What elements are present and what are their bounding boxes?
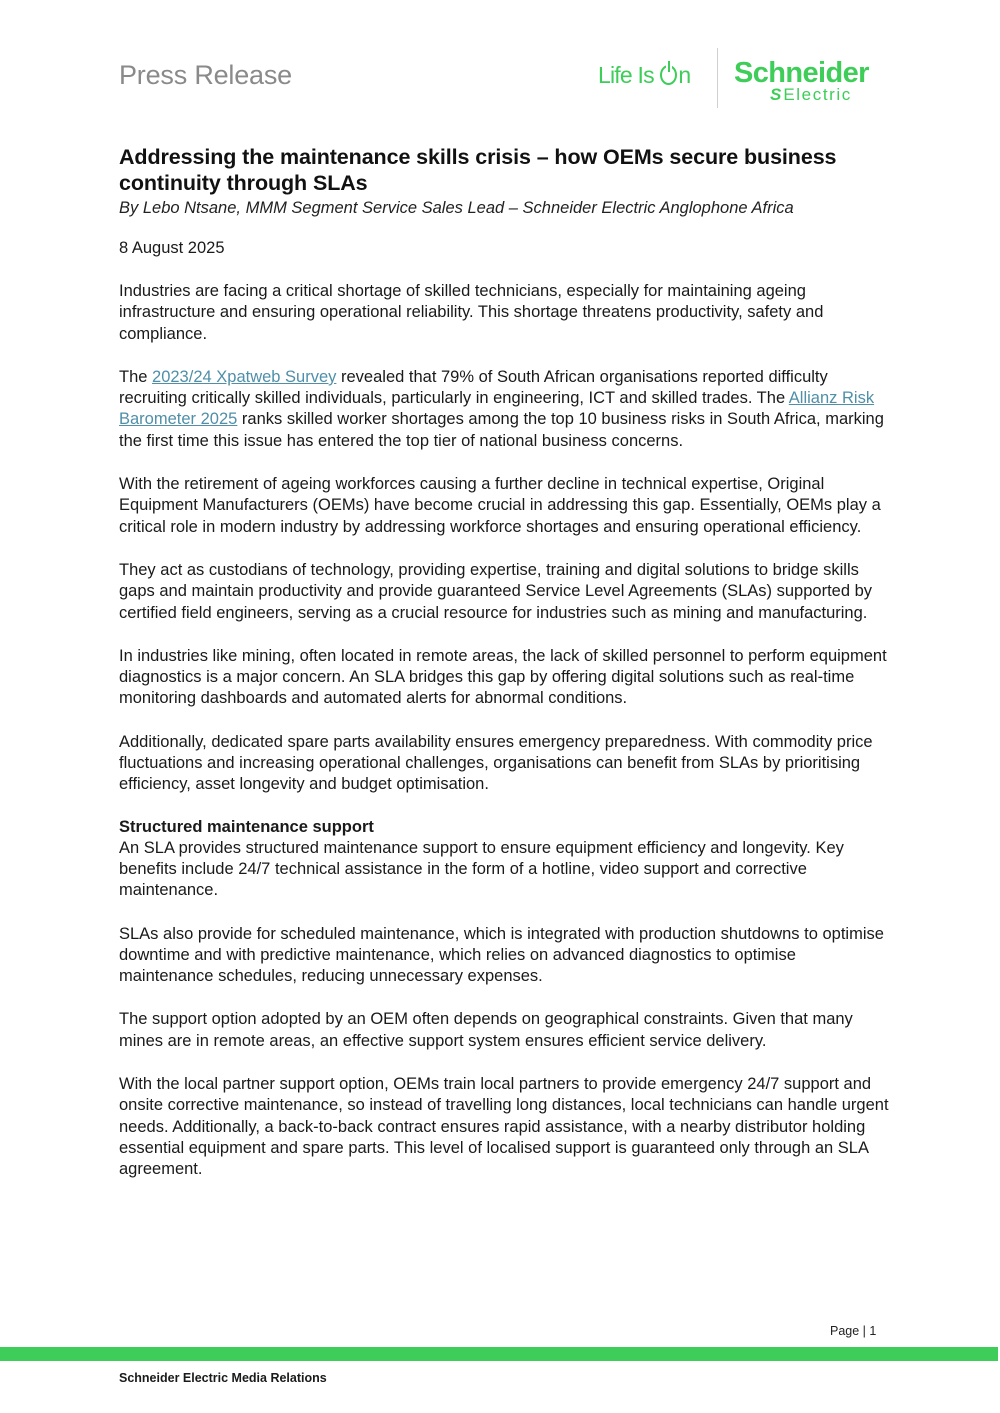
text: ranks skilled worker shortages among the top 10 business risks in South Africa, marking the first time this issue has entered the top tier of national business concerns. <box>119 410 884 450</box>
paragraph-8: SLAs also provide for scheduled maintenance, which is integrated with production shutdowns to optimise downtime and with predictive maintenance, which relies on advanced diagnostics to optimise maintenance schedules, reducing unnecessary expenses. <box>119 924 884 986</box>
header-label: Press Release <box>119 60 292 90</box>
page-number: Page | 1 <box>830 1324 877 1338</box>
logo-divider <box>717 48 718 108</box>
paragraph-6: Additionally, dedicated spare parts availability ensures emergency preparedness. With commodity price fluctuations and increasing operational challenges, organisations can benefit from SLAs by prioritising efficiency, asset longevity and budget optimisation. <box>119 732 873 794</box>
section-heading: Structured maintenance support <box>119 817 374 836</box>
text: The <box>119 367 153 386</box>
schneider-electric-logo <box>734 57 884 104</box>
tagline-text: Life Is <box>598 62 660 88</box>
brand-sub <box>770 86 852 104</box>
footer-org: Schneider Electric Media Relations <box>119 1371 327 1385</box>
paragraph-10: With the local partner support option, OEMs train local partners to provide emergency 24/7 support and onsite corrective maintenance, so instead of travelling long distances, local technicians can handle urgent needs. Additionally, a back-to-back contract ensures rapid assistance, with a nearby distributor holding essential equipment and spare parts. This level of localised support is guaranteed only through an SLA agreement. <box>119 1075 889 1179</box>
footer-green-bar <box>0 1347 998 1361</box>
article <box>119 144 889 1181</box>
paragraph-2 <box>119 367 889 452</box>
paragraph-9: The support option adopted by an OEM often depends on geographical constraints. Given that many mines are in remote areas, an effective support system ensures efficient service delivery. <box>119 1010 853 1050</box>
byline: By Lebo Ntsane, MMM Segment Service Sales Lead – Schneider Electric Anglophone Africa <box>119 199 794 217</box>
allianz-risk-barometer-link[interactable]: Allianz Risk Barometer 2025 <box>119 389 875 429</box>
xpatweb-survey-link[interactable]: 2023/24 Xpatweb Survey <box>152 367 337 386</box>
paragraph-5: In industries like mining, often located in remote areas, the lack of skilled personnel to perform equipment diagnostics is a major concern. An SLA bridges this gap by offering digital solutions such as real-time monitoring dashboards and automated alerts for abnormal conditions. <box>119 646 887 708</box>
brand-sub-text: Electric <box>783 85 852 104</box>
se-mark-icon: S <box>770 85 782 104</box>
life-is-on-tagline <box>598 62 690 89</box>
tagline-text-end: n <box>678 62 691 88</box>
power-icon <box>660 65 677 85</box>
date: 8 August 2025 <box>119 239 225 257</box>
text: revealed that 79% of South African organisations reported difficulty recruiting critically skilled individuals, particularly in engineering, ICT and skilled trades. The <box>119 367 828 408</box>
paragraph-7: An SLA provides structured maintenance support to ensure equipment efficiency and longevity. Key benefits include 24/7 technical assistance in the form of a hotline, video support and corrective maintenance. <box>119 838 844 900</box>
article-title: Addressing the maintenance skills crisis – how OEMs secure business continuity through SLAs <box>119 145 837 195</box>
brand-name: Schneider <box>734 57 869 89</box>
paragraph-4: They act as custodians of technology, providing expertise, training and digital solutions to bridge skills gaps and maintain productivity and provide guaranteed Service Level Agreements (SLAs) supported by certified field engineers, serving as a crucial resource for industries such as mining and manufacturing. <box>119 560 873 622</box>
paragraph-1: Industries are facing a critical shortage of skilled technicians, especially for maintaining ageing infrastructure and ensuring operational reliability. This shortage threatens productivity, safety and compliance. <box>119 282 824 343</box>
paragraph-3: With the retirement of ageing workforces causing a further decline in technical expertise, Original Equipment Manufacturers (OEMs) have become crucial in addressing this gap. Essentially, OEMs play a critical role in modern industry by addressing workforce shortages and ensuring operational efficiency. <box>119 475 881 536</box>
